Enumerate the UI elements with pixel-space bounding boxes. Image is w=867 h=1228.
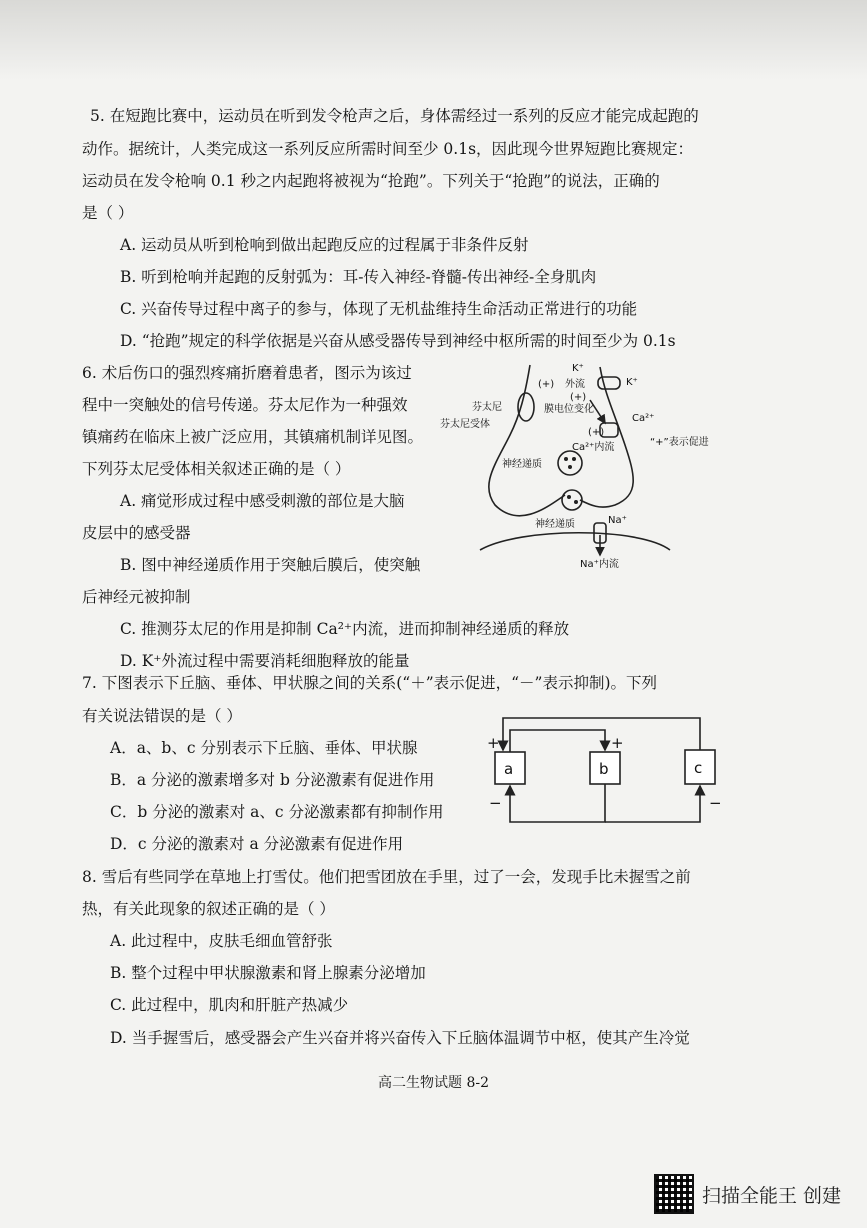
plus-label-1: (+) — [538, 379, 555, 390]
q6-option-c: C. 推测芬太尼的作用是抑制 Ca²⁺内流，进而抑制神经递质的释放 — [120, 620, 570, 638]
q5-line-4: 是（ ） — [82, 204, 134, 222]
na-label: Na⁺ — [608, 515, 627, 526]
q8-option-b: B. 整个过程中甲状腺激素和肾上腺素分泌增加 — [110, 964, 426, 982]
receptor-label: 芬太尼受体 — [440, 419, 490, 430]
q8-line-1: 8. 雪后有些同学在草地上打雪仗。他们把雪团放在手里，过了一会，发现手比未握雪之前 — [82, 868, 691, 886]
q6-line-4: 下列芬太尼受体相关叙述正确的是（ ） — [82, 460, 351, 478]
q8-option-a: A. 此过程中，皮肤毛细血管舒张 — [110, 932, 333, 950]
fentanyl-label: 芬太尼 — [472, 402, 502, 413]
q6-option-a-1: A. 痛觉形成过程中感受刺激的部位是大脑 — [120, 492, 405, 510]
ca-influx-label: Ca²⁺内流 — [572, 442, 615, 453]
qr-code-icon — [654, 1174, 694, 1214]
nt-label-2: 神经递质 — [535, 519, 575, 530]
releasing-vesicle — [562, 490, 582, 510]
q5-option-b: B. 听到枪响并起跑的反射弧为：耳-传入神经-脊髓-传出神经-全身肌肉 — [120, 268, 597, 286]
q7-option-b: B．a 分泌的激素增多对 b 分泌激素有促进作用 — [110, 771, 435, 789]
q6-option-b-2: 后神经元被抑制 — [82, 588, 191, 606]
ca-label: Ca²⁺ — [632, 413, 655, 424]
plus-label-3: (+) — [588, 427, 605, 438]
c-to-a-top — [503, 718, 700, 750]
q7-option-a: A．a、b、c 分别表示下丘脑、垂体、甲状腺 — [110, 739, 418, 757]
efflux-label: 外流 — [565, 379, 585, 390]
label-a: a — [504, 760, 514, 778]
watermark-text: 扫描全能王 创建 — [701, 1184, 841, 1207]
q8-line-2: 热，有关此现象的叙述正确的是（ ） — [82, 900, 335, 918]
synaptic-vesicle — [558, 451, 582, 475]
b-to-a-bottom — [510, 784, 605, 822]
hormone-diagram — [485, 712, 725, 832]
a-to-b-top — [510, 730, 605, 752]
nt-label-1: 神经递质 — [502, 459, 542, 470]
q6-line-3: 镇痛药在临床上被广泛应用，其镇痛机制详见图。 — [82, 428, 424, 446]
q5-line-2: 动作。据统计，人类完成这一系列反应所需时间至少 0.1s，因此现今世界短跑比赛规定： — [82, 140, 694, 158]
scan-edge — [0, 0, 867, 80]
scanner-watermark — [654, 1174, 841, 1214]
plus-label-2: (+) — [570, 392, 587, 403]
b-to-c-bottom — [605, 786, 700, 822]
synapse-diagram — [440, 355, 740, 580]
q6-option-d: D. K⁺外流过程中需要消耗细胞释放的能量 — [120, 652, 410, 670]
q5-option-c: C. 兴奋传导过程中离子的参与，体现了无机盐维持生命活动正常进行的功能 — [120, 300, 638, 318]
q8-option-d: D. 当手握雪后，感受器会产生兴奋并将兴奋传入下丘脑体温调节中枢，使其产生冷觉 — [110, 1029, 690, 1047]
label-b: b — [599, 760, 609, 778]
k-channel — [598, 377, 620, 389]
k-right-label: K⁺ — [626, 377, 638, 388]
q8-option-c: C. 此过程中，肌肉和肝脏产热减少 — [110, 996, 349, 1014]
plus-a: + — [487, 734, 500, 752]
minus-a: − — [489, 794, 502, 812]
q5-line-3: 运动员在发令枪响 0.1 秒之内起跑将被视为“抢跑”。下列关于“抢跑”的说法，正确的 — [82, 172, 660, 190]
k-top-label: K⁺ — [572, 363, 584, 374]
q7-option-d: D．c 分泌的激素对 a 分泌激素有促进作用 — [110, 835, 404, 853]
q5-line-1: 5. 在短跑比赛中，运动员在听到发令枪声之后，身体需经过一系列的反应才能完成起跑的 — [90, 107, 699, 125]
page-footer: 高二生物试题 8-2 — [378, 1075, 489, 1091]
q7-line-2: 有关说法错误的是（ ） — [82, 707, 242, 725]
q6-line-1: 6. 术后伤口的强烈疼痛折磨着患者，图示为该过 — [82, 364, 412, 382]
q5-option-d: D. “抢跑”规定的科学依据是兴奋从感受器传导到神经中枢所需的时间至少为 0.1s — [120, 332, 676, 350]
q6-line-2: 程中一突触处的信号传递。芬太尼作为一种强效 — [82, 396, 408, 414]
label-c: c — [694, 759, 703, 777]
q6-option-b-1: B. 图中神经递质作用于突触后膜后，使突触 — [120, 556, 421, 574]
minus-c: − — [709, 794, 722, 812]
na-influx-label: Na⁺内流 — [580, 559, 619, 570]
potential-label: 膜电位变化 — [544, 404, 594, 415]
q6-option-a-2: 皮层中的感受器 — [82, 524, 191, 542]
legend-label: “+”表示促进 — [650, 437, 709, 448]
q7-line-1: 7. 下图表示下丘脑、垂体、甲状腺之间的关系(“＋”表示促进，“－”表示抑制)。下列 — [82, 674, 658, 692]
q7-option-c: C．b 分泌的激素对 a、c 分泌激素都有抑制作用 — [110, 803, 444, 821]
q5-option-a: A. 运动员从听到枪响到做出起跑反应的过程属于非条件反射 — [120, 236, 529, 254]
plus-b: + — [611, 734, 624, 752]
postsynaptic-membrane — [480, 533, 670, 550]
